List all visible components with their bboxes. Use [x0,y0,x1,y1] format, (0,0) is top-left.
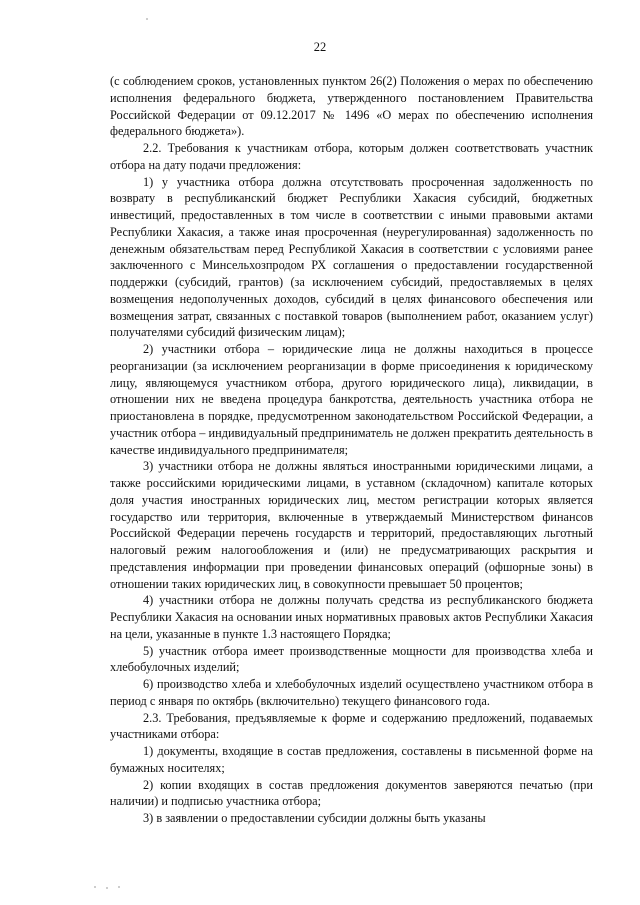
paragraph-item-5-production-capacity: 5) участник отбора имеет производственные мощности для производства хлеба и хлебобулочных изделий; [110,643,593,675]
paragraph-section-2-2: 2.2. Требования к участникам отбора, которым должен соответствовать участник отбора на дату подачи предложения: [110,141,593,172]
document-body [110,73,593,827]
page-number: 22 [313,40,327,54]
paragraph-continuation: (с соблюдением сроков, установленных пунктом 26(2) Положения о мерах по обеспечению исполнения федерального бюджета, утвержденного постановлением Правительства Российской Федерации от 09.12.2017 № 1496 «О мерах по обеспечению исполнения федерального бюджета»). [110,74,593,139]
paragraph-item-4-no-other-funds: 4) участники отбора не должны получать средства из республиканского бюджета Республики Хакасия на основании иных нормативных правовых актов Республики Хакасия на цели, указанные в пункте 1.3 настоящего Порядка; [110,593,593,641]
paragraph-item-3-application-contents: 3) в заявлении о предоставлении субсидии должны быть указаны [143,811,486,825]
scan-artifact [94,886,96,888]
paragraph-item-1-written-form: 1) документы, входящие в состав предложения, составлены в письменной форме на бумажных носителях; [110,744,593,775]
paragraph-item-6-production-period: 6) производство хлеба и хлебобулочных изделий осуществлено участником отбора в период с января по октябрь (включительно) текущего финансового года. [110,677,593,708]
paragraph-section-2-3: 2.3. Требования, предъявляемые к форме и содержанию предложений, подаваемых участниками отбора: [110,710,593,742]
paragraph-item-2-no-reorganization: 2) участники отбора – юридические лица не должны находиться в процессе реорганизации (за исключением реорганизации в форме присоединения к юридическому лицу, являющемуся участником отбора, другого юридического лица), ликвидации, в отношении них не введена процедура банкротства, деятельность участника отбора не приостановлена в порядке, предусмотренном законодательством Российской Федерации, а участник отбора – индивидуальный предприниматель не должен прекратить деятельность в качестве индивидуального предпринимателя; [110,342,593,457]
scan-artifact [146,18,148,20]
paragraph-item-2-certified-copies: 2) копии входящих в состав предложения документов заверяются печатью (при наличии) и подписью участника отбора; [110,777,593,809]
paragraph-item-1-no-debt: 1) у участника отбора должна отсутствовать просроченная задолженность по возврату в республиканский бюджет Республики Хакасия субсидий, бюджетных инвестиций, предоставленных в том числе в соответствии с иными правовыми актами Республики Хакасия, а также иная просроченная (неурегулированная) задолженность по денежным обязательствам перед Республикой Хакасия в соответствии с условиями ранее заключенного с Минсельхозпродом РХ соглашения о предоставлении государственной поддержки (субсидий, грантов) (за исключением субсидий, предоставляемых в целях возмещения недополученных доходов, субсидий в целях финансового обеспечения или возмещения затрат, связанных с поставкой товаров (выполнением работ, оказанием услуг) получателями субсидий физическим лицам); [110,174,593,340]
paragraph-item-3-no-foreign-entities: 3) участники отбора не должны являться иностранными юридическими лицами, а также российскими юридическими лицами, в уставном (складочном) капитале которых доля участия иностранных юридических лиц, местом регистрации которых является государство или территория, включенные в утверждаемый Министерством финансов Российской Федерации перечень государств и территорий, предоставляющих льготный налоговый режим налогообложения и (или) не предусматривающих раскрытия и представления информации при проведении финансовых операций (офшорные зоны) в отношении таких юридических лиц, в совокупности превышает 50 процентов; [110,459,593,591]
scan-artifact [106,887,108,889]
scan-artifact [118,886,120,888]
